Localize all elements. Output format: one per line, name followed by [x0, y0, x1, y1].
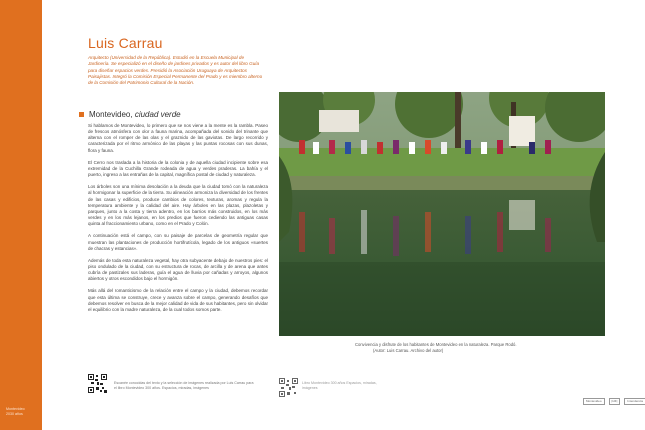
- logo-intendencia: Intendencia: [624, 398, 645, 405]
- logo-montevideo: Montevideo: [583, 398, 605, 405]
- article-body: [88, 123, 268, 319]
- sidebar: [0, 0, 42, 430]
- section-title-italic: ciudad verde: [134, 110, 181, 119]
- photo-credit: (Autor: Luis Carrau. Archivo del autor): [373, 347, 444, 353]
- paragraph: Los árboles son una mínima desolación a la deuda que la ciudad tomó con la naturaleza al hormigonar la superficie de la tierra. Su alineación armoniza la diversidad de los frentes de las casas y edificios, produce cambios de colores, texturas, aromas y regula la temperatura ambiente y la calidad del aire. Hay árboles en las plazas, plazoletas y parques, junto a la costa y tierra adentro, en los barrios más construidos, en los más verdes y en los más lejanos, en los predios que fueron cediendo las antiguas casas quinta al fraccionamiento urbano, como en el Prado y Colón.: [88, 184, 268, 227]
- section-heading: [79, 110, 181, 119]
- paragraph: Además de toda esta naturaleza vegetal, hay otra subyacente debajo de nuestros pies: el piso ondulado de la ciudad, con su estructura de rocas, de arcilla y de arena que antes cubría de pastizales sus laderas, guía el agua de lluvia por cañadas y arroyos, algunos abiertos y otros escondidos bajo el hormigón.: [88, 257, 268, 282]
- qr-code-icon[interactable]: [279, 378, 298, 397]
- logo-idf: |IdF|: [609, 398, 621, 405]
- paragraph: A continuación está el campo, con su paisaje de parcelas de geometría regular que muestran las plantaciones de producción hortifrutícola, legado de los antiguos «suertes de chacras y estancias».: [88, 233, 268, 251]
- footer-note-left: Escanée conocidas del texto y la selección de imágenes realizada por Luis Carrau para el libro Montevideo 300 años. Espacios, miradas, imágenes: [114, 381, 254, 390]
- author-name: Luis Carrau: [88, 35, 163, 51]
- sidebar-caption: Montevideo 2030 años: [6, 407, 25, 416]
- photo-caption: [355, 342, 595, 353]
- park-photo: [279, 92, 605, 336]
- qr-code-icon[interactable]: [88, 374, 107, 393]
- sponsor-logos: [583, 398, 645, 405]
- photo-caption-text: Convivencia y disfrute de los habitantes de Montevideo en la naturaleza. Parque Rodó.: [355, 342, 517, 347]
- paragraph: Más allá del romanticismo de la relación entre el campo y la ciudad, debemos recordar que esta última se construye, crece y avanza sobre el campo, generando desafíos que debemos resolver en busca de la mejor calidad de vida de sus habitantes, pero sin olvidar el equilibrio con la madre naturaleza, de la cual todos somos parte.: [88, 288, 268, 312]
- section-title: [89, 110, 181, 119]
- section-title-prefix: Montevideo,: [89, 110, 135, 119]
- paragraph: Si hablamos de Montevideo, lo primero que se nos viene a la mente es la rambla. Paseo de frescos atmósfera con olor a fauna marina, acompañada del sonido del trinante que alterna con el romper de las olas y el graznido de las gaviotas. De largo recorrido y caracterizada por el ritmo armónico de las playas y las puntas rocosas con sus dunas, flora y fauna.: [88, 123, 268, 153]
- author-bio: Arquitecto (Universidad de la República). Estudió en la Escuela Municipal de Jardinería. Se especializó en el diseño de jardines privados y es autor del libro Guía para diseñar espacios verdes. Presidió la Asociación Uruguaya de Arquitectos Paisajistas. Integró la Comisión Especial Permanente del Prado y es miembro alterno de la Comisión del Patrimonio Cultural de la Nación.: [88, 55, 263, 86]
- bullet-square-icon: [79, 112, 84, 117]
- paragraph: El Cerro nos traslada a la historia de la colonia y de aquella ciudad incipiente sobre esa extremidad de la Cuchilla Grande rodeada de agua y verdes praderas. La bahía y el puerto, ingreso a las entrañas de la capital, magnífica postal de ciudad y naturaleza.: [88, 159, 268, 178]
- footer-note-right: Libro Montevideo 300 años Espacios, miradas, imágenes: [302, 381, 377, 390]
